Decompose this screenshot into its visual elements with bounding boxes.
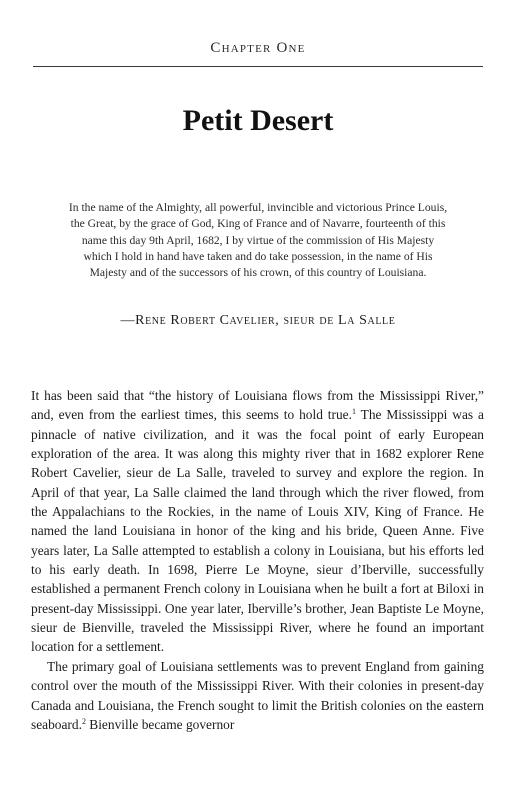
paragraph-1-text-b: The Mississippi was a pinnacle of native civilization, and it was the focal point of early European exploration of the area. It was along this mighty river that in 1682 explorer Rene Robert Cavelier, sieur de La Salle, traveled to survey and explore the region. In April of that year, La Salle claimed the land through which the river flowed, from the Appalachians to the Rockies, in the name of Louis XIV, King of France. He named the land Louisiana in honor of the king and his bride, Queen Anne. Five years later, La Salle attempted to establish a colony in Louisiana, but his efforts led to his early death. In 1698, Pierre Le Moyne, sieur d’Iberville, successfully established a permanent French colony in Louisiana when he built a fort at Biloxi in present-day Mississippi. One year later, Iberville’s brother, Jean Baptiste Le Moyne, sieur de Bienville, traveled the Mississippi River, where he found an important location for a settlement. <box>31 407 484 655</box>
paragraph-2-text-b: Bienville became governor <box>85 716 235 732</box>
footnote-marker-1: 1 <box>351 407 356 417</box>
footnote-marker-2: 2 <box>81 716 86 726</box>
paragraph-2 <box>31 657 484 734</box>
epigraph-attribution: —Rene Robert Cavelier, sieur de La Salle <box>120 313 396 328</box>
paragraph-1-text-a: It has been said that “the history of Louisiana flows from the Mississippi River,” and, even from the earliest times, this seems to hold true. <box>31 388 484 423</box>
chapter-title: Petit Desert <box>182 104 334 137</box>
body-text <box>31 386 484 734</box>
chapter-label: Chapter One <box>210 40 306 56</box>
paragraph-2-text-a: The primary goal of Louisiana settlements was to prevent England from gaining control over the mouth of the Mississippi River. With their colonies in present-day Canada and Louisiana, the French sought to limit the British colonies on the eastern seaboard. <box>31 658 484 732</box>
header-rule <box>33 66 483 67</box>
paragraph-1 <box>31 386 484 657</box>
epigraph-quote: In the name of the Almighty, all powerful, invincible and victorious Prince Louis, the Great, by the grace of God, King of France and of Navarre, fourteenth of this name this day 9th April, 1682, I by virtue of the commission of His Majesty which I hold in hand have taken and do take possession, in the name of His Majesty and of the successors of his crown, of this country of Louisiana. <box>68 201 448 280</box>
